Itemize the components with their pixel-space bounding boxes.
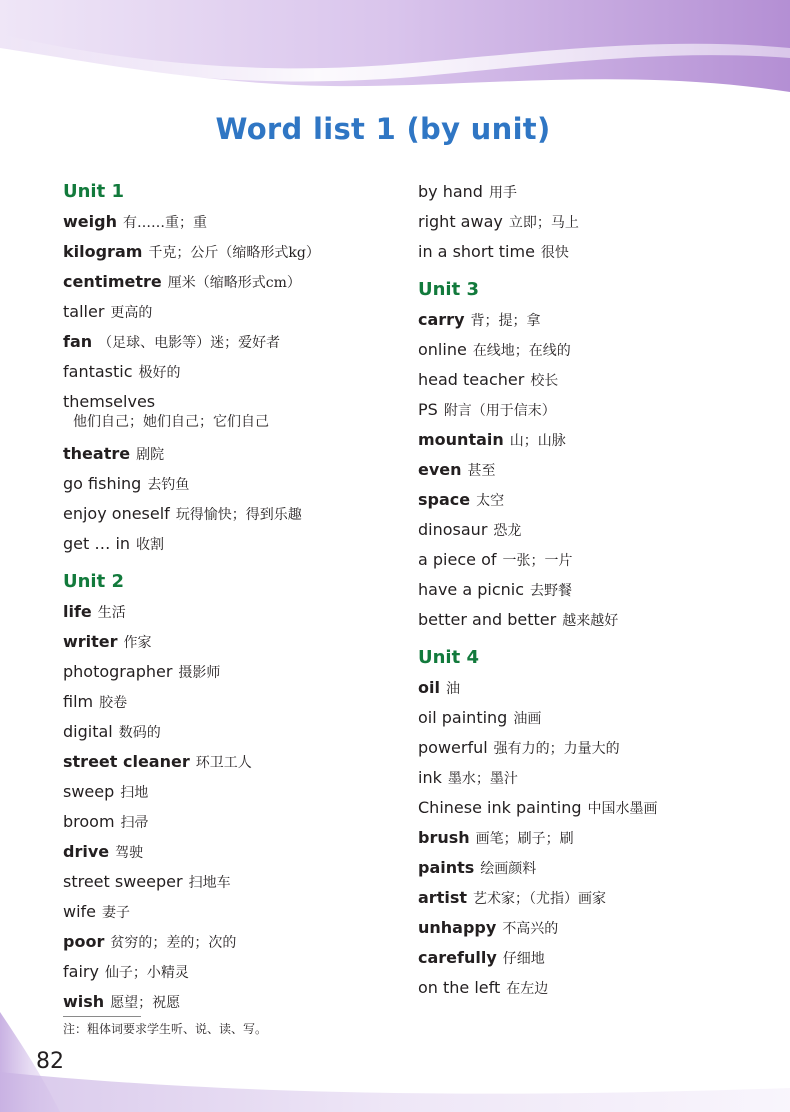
word-zh: 去野餐 [530, 583, 573, 599]
word-en: centimetre [63, 272, 162, 291]
word-zh: 附言（用于信末） [443, 403, 556, 419]
word-en: poor [63, 932, 105, 951]
word-en: film [63, 692, 94, 711]
word-zh: 在左边 [506, 981, 549, 997]
unit-heading: Unit 4 [418, 647, 479, 668]
word-en: wife [63, 902, 97, 921]
word-en: even [418, 460, 462, 479]
word-zh: 甚至 [467, 463, 496, 479]
word-zh: 收割 [136, 537, 165, 553]
word-en: street sweeper [63, 872, 183, 891]
word-zh: 玩得愉快；得到乐趣 [175, 507, 302, 523]
word-en: carefully [418, 948, 497, 967]
word-zh: 越来越好 [562, 613, 619, 629]
word-zh: 背；提；拿 [470, 313, 541, 329]
word-en: in a short time [418, 242, 535, 261]
word-zh: 用手 [488, 185, 517, 201]
word-entry [418, 335, 768, 365]
word-entry [63, 387, 393, 439]
word-entry [63, 927, 393, 957]
word-zh: 去钓鱼 [147, 477, 190, 493]
left-column [63, 177, 393, 1017]
word-en: photographer [63, 662, 173, 681]
word-zh: 有……重；重 [122, 215, 207, 231]
section-spacer [418, 635, 768, 643]
word-zh: 环卫工人 [195, 755, 252, 771]
word-zh: 扫地车 [188, 875, 231, 891]
word-en: get … in [63, 534, 131, 553]
word-entry [418, 673, 768, 703]
word-en: fan [63, 332, 93, 351]
word-entry [418, 485, 768, 515]
word-entry [418, 305, 768, 335]
word-entry [63, 469, 393, 499]
word-en: taller [63, 302, 105, 321]
word-en: kilogram [63, 242, 143, 261]
word-zh: 扫帚 [120, 815, 149, 831]
unit-heading: Unit 2 [63, 571, 124, 592]
word-zh: 驾驶 [115, 845, 144, 861]
word-zh: 不高兴的 [502, 921, 559, 937]
word-entry [418, 883, 768, 913]
word-entry [63, 657, 393, 687]
word-en: themselves [63, 392, 156, 411]
word-entry [418, 823, 768, 853]
word-en: head teacher [418, 370, 525, 389]
word-zh: （足球、电影等）迷；爱好者 [98, 335, 281, 351]
word-zh: 墨水；墨汁 [447, 771, 518, 787]
footnote: 注：粗体词要求学生听、说、读、写。 [63, 1022, 268, 1036]
footnote-divider [63, 1016, 141, 1017]
word-entry [63, 207, 393, 237]
word-zh: 扫地 [120, 785, 149, 801]
word-en: right away [418, 212, 503, 231]
word-entry [418, 395, 768, 425]
word-en: oil painting [418, 708, 508, 727]
word-zh: 强有力的；力量大的 [493, 741, 620, 757]
word-entry [63, 807, 393, 837]
word-zh: 在线地；在线的 [472, 343, 571, 359]
word-entry [418, 853, 768, 883]
word-entry [418, 973, 768, 1003]
word-entry [418, 733, 768, 763]
word-entry [63, 747, 393, 777]
word-entry [63, 529, 393, 559]
word-entry [418, 425, 768, 455]
word-zh: 油画 [513, 711, 542, 727]
word-entry [418, 703, 768, 733]
word-en: Chinese ink painting [418, 798, 582, 817]
page-number: 82 [36, 1049, 64, 1074]
word-en: broom [63, 812, 115, 831]
word-entry [63, 987, 393, 1017]
word-en: weigh [63, 212, 117, 231]
word-en: brush [418, 828, 470, 847]
word-en: life [63, 602, 92, 621]
word-entry [418, 177, 768, 207]
word-en: sweep [63, 782, 115, 801]
word-zh: 极好的 [138, 365, 181, 381]
word-zh: 生活 [97, 605, 126, 621]
top-decorative-swoosh [0, 0, 790, 120]
word-entry [63, 837, 393, 867]
word-zh: 厘米（缩略形式cm） [167, 275, 301, 291]
word-entry [63, 439, 393, 469]
word-entry [63, 957, 393, 987]
word-en: online [418, 340, 467, 359]
word-zh: 一张；一片 [502, 553, 573, 569]
word-entry [63, 297, 393, 327]
word-en: artist [418, 888, 467, 907]
word-entry [418, 605, 768, 635]
word-entry [418, 237, 768, 267]
word-entry [418, 763, 768, 793]
word-en: dinosaur [418, 520, 488, 539]
word-en: street cleaner [63, 752, 190, 771]
word-zh: 愿望；祝愿 [110, 995, 181, 1011]
word-entry [63, 717, 393, 747]
word-entry [63, 627, 393, 657]
word-entry [418, 207, 768, 237]
word-entry [418, 545, 768, 575]
right-column [418, 177, 768, 1003]
word-zh: 太空 [476, 493, 505, 509]
word-en: enjoy oneself [63, 504, 170, 523]
word-entry [63, 357, 393, 387]
word-en: space [418, 490, 471, 509]
word-zh: 恐龙 [493, 523, 522, 539]
word-entry [418, 793, 768, 823]
word-zh: 画笔；刷子；刷 [475, 831, 574, 847]
word-en: PS [418, 400, 438, 419]
word-entry [63, 597, 393, 627]
word-entry [63, 687, 393, 717]
word-entry [418, 515, 768, 545]
word-zh: 作家 [123, 635, 152, 651]
word-en: fantastic [63, 362, 133, 381]
word-zh: 仙子；小精灵 [104, 965, 189, 981]
word-en: wish [63, 992, 105, 1011]
word-zh: 数码的 [118, 725, 161, 741]
word-zh: 千克；公斤（缩略形式kg） [148, 245, 320, 261]
section-spacer [418, 267, 768, 275]
word-zh: 贫穷的；差的；次的 [110, 935, 237, 951]
word-zh: 胶卷 [99, 695, 128, 711]
word-zh: 更高的 [110, 305, 153, 321]
word-entry [63, 237, 393, 267]
word-en: by hand [418, 182, 483, 201]
word-entry [63, 897, 393, 927]
word-entry [418, 455, 768, 485]
word-en: unhappy [418, 918, 497, 937]
word-entry [63, 267, 393, 297]
word-entry [418, 365, 768, 395]
word-zh: 油 [445, 681, 460, 697]
word-en: a piece of [418, 550, 497, 569]
word-zh: 仔细地 [502, 951, 545, 967]
word-entry [63, 777, 393, 807]
word-en: ink [418, 768, 442, 787]
word-entry [418, 943, 768, 973]
word-en: theatre [63, 444, 131, 463]
word-zh: 摄影师 [178, 665, 221, 681]
word-entry [63, 867, 393, 897]
word-en: mountain [418, 430, 504, 449]
word-zh: 很快 [540, 245, 569, 261]
word-entry [63, 499, 393, 529]
word-en: carry [418, 310, 465, 329]
word-en: writer [63, 632, 118, 651]
word-en: paints [418, 858, 475, 877]
word-zh: 立即；马上 [508, 215, 579, 231]
word-en: digital [63, 722, 113, 741]
word-en: oil [418, 678, 440, 697]
word-en: powerful [418, 738, 488, 757]
word-zh: 妻子 [102, 905, 131, 921]
unit-heading: Unit 1 [63, 181, 124, 202]
word-en: go fishing [63, 474, 142, 493]
word-entry [418, 913, 768, 943]
word-zh: 剧院 [136, 447, 165, 463]
page-title: Word list 1 (by unit) [215, 112, 551, 146]
word-zh: 他们自己；她们自己；它们自己 [73, 414, 269, 430]
section-spacer [63, 559, 393, 567]
unit-heading: Unit 3 [418, 279, 479, 300]
word-en: fairy [63, 962, 99, 981]
word-entry [418, 575, 768, 605]
word-en: better and better [418, 610, 557, 629]
word-en: on the left [418, 978, 501, 997]
word-en: drive [63, 842, 110, 861]
word-zh: 艺术家；（尤指）画家 [473, 891, 606, 907]
word-en: have a picnic [418, 580, 525, 599]
word-entry [63, 327, 393, 357]
word-zh: 中国水墨画 [587, 801, 658, 817]
word-zh: 校长 [530, 373, 559, 389]
word-zh: 山；山脉 [509, 433, 566, 449]
word-zh: 绘画颜料 [480, 861, 537, 877]
